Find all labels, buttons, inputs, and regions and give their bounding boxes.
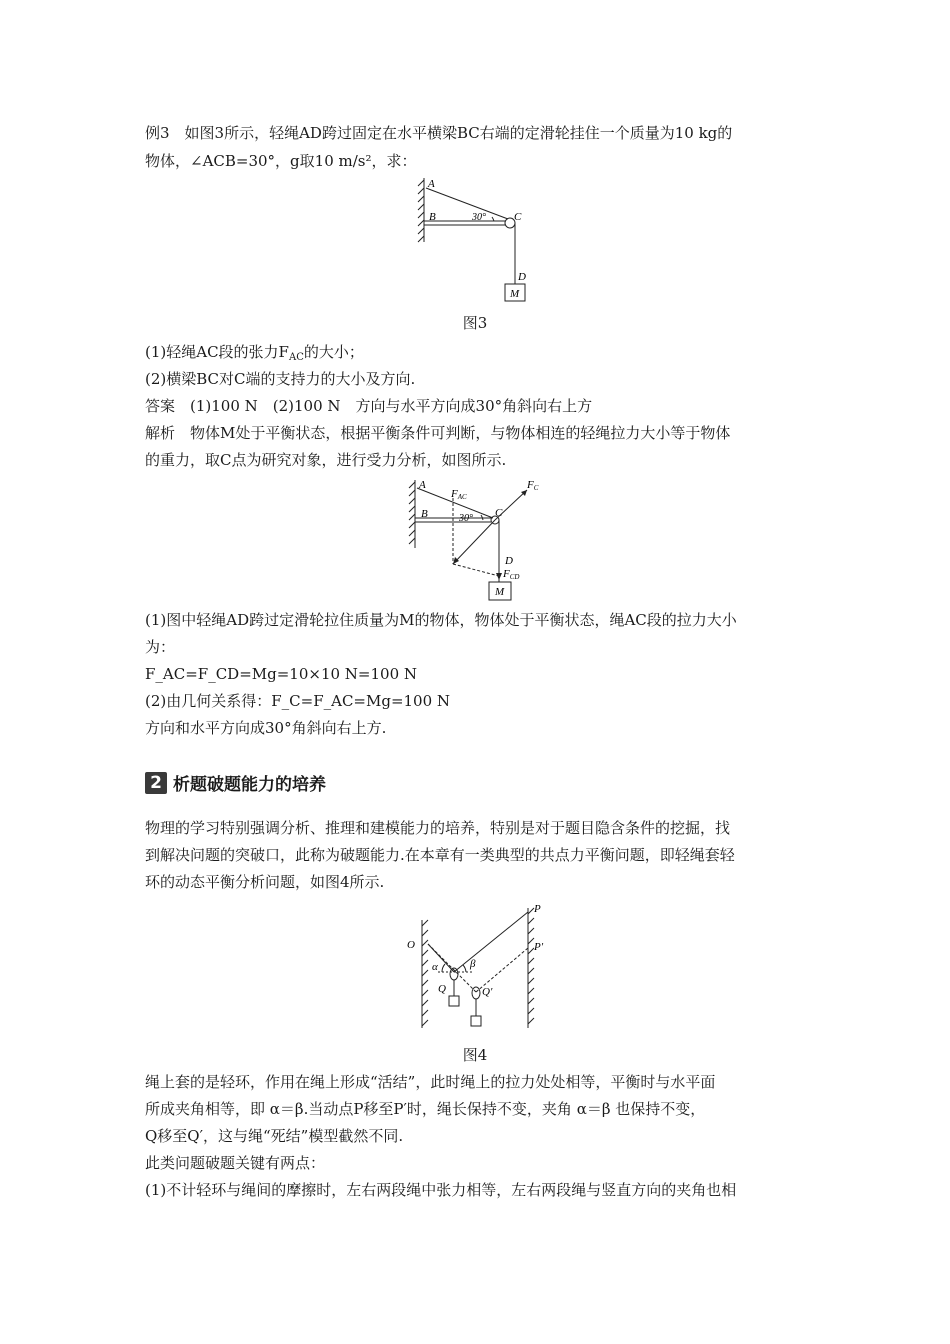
force-label-fac: FAC	[451, 488, 467, 501]
section-para-line-5: 所成夹角相等，即 α＝β.当动点P移至P′时，绳长保持不变，夹角 α＝β 也保持不变，	[145, 1100, 706, 1118]
fig4-label-p: P	[534, 903, 541, 915]
force-label-m: M	[495, 586, 505, 598]
fig3-label-d: D	[518, 271, 526, 283]
section-para-line-7: 此类问题破题关键有两点：	[145, 1154, 326, 1172]
solution-line-4: 方向和水平方向成30°角斜向右上方.	[145, 719, 387, 737]
figure-4	[400, 900, 560, 1040]
force-label-fc: FC	[527, 479, 539, 492]
force-label-b: B	[421, 508, 428, 520]
force-label-angle: 30°	[459, 513, 473, 524]
fig4-label-o: O	[407, 939, 415, 951]
section-para-line-8: (1)不计轻环与绳间的摩擦时，左右两段绳中张力相等，左右两段绳与竖直方向的夹角也相	[145, 1181, 737, 1199]
figure-4-caption: 图4	[462, 1046, 488, 1064]
section-title: 析题破题能力的培养	[173, 775, 326, 795]
section-para-line-3: 环的动态平衡分析问题，如图4所示.	[145, 873, 385, 891]
force-label-fcd: FCD	[503, 568, 520, 581]
force-label-d: D	[505, 555, 513, 567]
fig4-label-beta: β	[470, 958, 476, 970]
fig3-label-b: B	[429, 211, 436, 223]
figure-3-caption: 图3	[462, 314, 488, 332]
analysis-line-1: 解析 物体M处于平衡状态，根据平衡条件可判断，与物体相连的轻绳拉力大小等于物体	[145, 424, 731, 442]
section-heading	[145, 770, 326, 795]
force-label-a: A	[419, 479, 426, 491]
fig3-label-angle: 30°	[472, 212, 486, 223]
answer-line: 答案 (1)100 N (2)100 N 方向与水平方向成30°角斜向右上方	[145, 397, 593, 415]
solution-line-3: (2)由几何关系得：F_C=F_AC=Mg=100 N	[145, 692, 451, 710]
example-line-1: 例3 如图3所示，轻绳AD跨过固定在水平横梁BC右端的定滑轮挂住一个质量为10 kg的	[145, 124, 733, 142]
example-line-2: 物体，∠ACB=30°，g取10 m/s²，求：	[145, 152, 417, 170]
question-1: (1)轻绳AC段的张力$F_{AC}$的大小；	[145, 343, 364, 363]
analysis-line-2: 的重力，取C点为研究对象，进行受力分析，如图所示.	[145, 451, 507, 469]
section-para-line-2: 到解决问题的突破口，此称为破题能力.在本章有一类典型的共点力平衡问题，即轻绳套轻	[145, 846, 735, 864]
fig4-label-p-prime: P′	[534, 941, 544, 953]
fig3-label-c: C	[514, 211, 522, 223]
equation-1: F_AC=F_CD=Mg=10×10 N=100 N	[145, 665, 418, 683]
solution-line-2: 为：	[145, 638, 176, 656]
section-number-badge: 2	[145, 772, 167, 794]
question-2: (2)横梁BC对C端的支持力的大小及方向.	[145, 370, 416, 388]
fig4-label-q-prime: Q′	[482, 986, 493, 998]
fig3-label-a: A	[428, 178, 435, 190]
fig4-label-q: Q	[438, 983, 446, 995]
section-para-line-6: Q移至Q′，这与绳“死结”模型截然不同.	[145, 1127, 404, 1145]
force-diagram	[405, 476, 555, 604]
section-para-line-4: 绳上套的是轻环，作用在绳上形成“活结”，此时绳上的拉力处处相等，平衡时与水平面	[145, 1073, 716, 1091]
figure-3	[410, 176, 540, 304]
solution-line-1: (1)图中轻绳AD跨过定滑轮拉住质量为M的物体，物体处于平衡状态，绳AC段的拉力大小	[145, 611, 737, 629]
section-para-line-1: 物理的学习特别强调分析、推理和建模能力的培养，特别是对于题目隐含条件的挖掘，找	[145, 819, 731, 837]
fig4-label-alpha: α	[432, 961, 438, 973]
force-label-c: C	[495, 507, 503, 519]
fig3-label-m: M	[510, 288, 520, 300]
